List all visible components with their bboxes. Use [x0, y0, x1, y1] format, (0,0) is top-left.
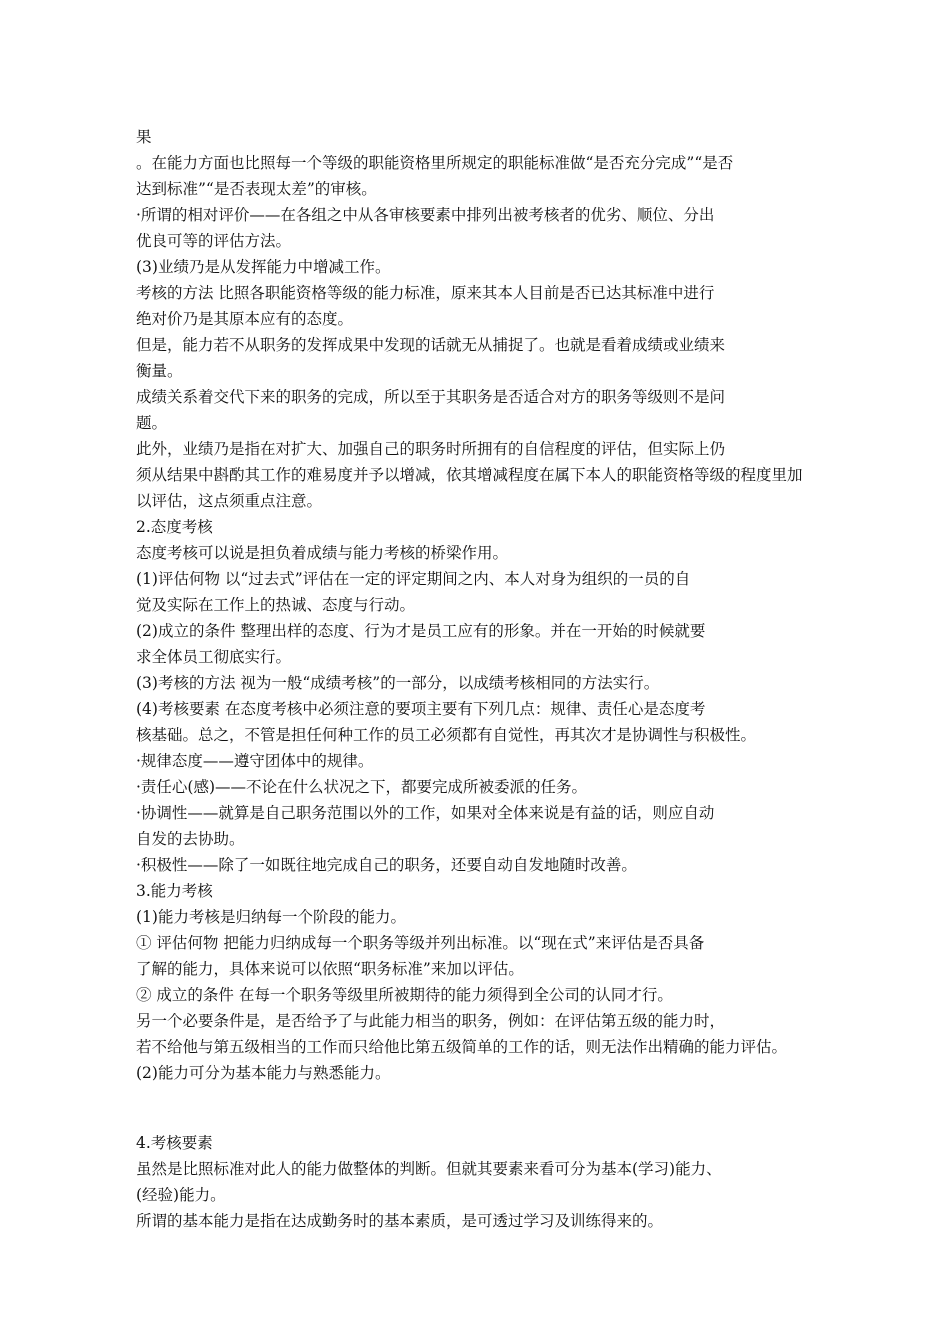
- text-line: (4)考核要素 在态度考核中必须注意的要项主要有下列几点：规律、责任心是态度考: [136, 700, 706, 718]
- text-line: 题。: [136, 414, 168, 432]
- text-line: 优良可等的评估方法。: [136, 232, 292, 250]
- text-line: 绝对价乃是其原本应有的态度。: [136, 310, 354, 328]
- text-line: 此外，业绩乃是指在对扩大、加强自己的职务时所拥有的自信程度的评估，但实际上仍: [136, 440, 726, 458]
- section-heading: 3.能力考核: [136, 882, 213, 900]
- text-line: ·规律态度——遵守团体中的规律。: [136, 752, 374, 770]
- text-line: (3)考核的方法 视为一般“成绩考核”的一部分，以成绩考核相同的方法实行。: [136, 674, 660, 692]
- text-line: 另一个必要条件是，是否给予了与此能力相当的职务，例如：在评估第五级的能力时，: [136, 1012, 726, 1030]
- text-line: 态度考核可以说是担负着成绩与能力考核的桥梁作用。: [136, 544, 509, 562]
- text-line: 自发的去协助。: [136, 830, 245, 848]
- text-line: ·积极性——除了一如既往地完成自己的职务，还要自动自发地随时改善。: [136, 856, 637, 874]
- text-line: (1)能力考核是归纳每一个阶段的能力。: [136, 908, 406, 926]
- text-line: 核基础。总之，不管是担任何种工作的员工必须都有自觉性，再其次才是协调性与积极性。: [136, 726, 757, 744]
- text-line: ① 评估何物 把能力归纳成每一个职务等级并列出标准。以“现在式”来评估是否具备: [136, 934, 705, 952]
- text-line: 求全体员工彻底实行。: [136, 648, 292, 666]
- text-line: 以评估，这点须重点注意。: [136, 492, 323, 510]
- text-line: 考核的方法 比照各职能资格等级的能力标准，原来其本人目前是否已达其标准中进行: [136, 284, 715, 302]
- text-line: 了解的能力，具体来说可以依照“职务标准”来加以评估。: [136, 960, 524, 978]
- text-line: 衡量。: [136, 362, 183, 380]
- text-line: 觉及实际在工作上的热诚、态度与行动。: [136, 596, 416, 614]
- text-line: 达到标准”“是否表现太差”的审核。: [136, 180, 377, 198]
- text-line: ·责任心(感)——不论在什么状况之下，都要完成所被委派的任务。: [136, 778, 588, 796]
- text-line: ·所谓的相对评价——在各组之中从各审核要素中排列出被考核者的优劣、顺位、分出: [136, 206, 715, 224]
- text-line: ② 成立的条件 在每一个职务等级里所被期待的能力须得到全公司的认同才行。: [136, 986, 673, 1004]
- text-line: 虽然是比照标准对此人的能力做整体的判断。但就其要素来看可分为基本(学习)能力、: [136, 1160, 722, 1178]
- text-line: ·协调性——就算是自己职务范围以外的工作，如果对全体来说是有益的话，则应自动: [136, 804, 715, 822]
- text-line: (2)能力可分为基本能力与熟悉能力。: [136, 1064, 391, 1082]
- text-line: 但是，能力若不从职务的发挥成果中发现的话就无从捕捉了。也就是看着成绩或业绩来: [136, 336, 726, 354]
- text-line: 若不给他与第五级相当的工作而只给他比第五级简单的工作的话，则无法作出精确的能力评估。: [136, 1038, 788, 1056]
- text-line: 。在能力方面也比照每一个等级的职能资格里所规定的职能标准做“是否充分完成”“是否: [136, 154, 734, 172]
- text-line: (经验)能力。: [136, 1186, 226, 1204]
- section-heading: 2.态度考核: [136, 518, 213, 536]
- text-line: 果: [136, 128, 152, 146]
- document-body: [136, 124, 876, 1234]
- text-line: (3)业绩乃是从发挥能力中增减工作。: [136, 258, 391, 276]
- text-line: (2)成立的条件 整理出样的态度、行为才是员工应有的形象。并在一开始的时候就要: [136, 622, 706, 640]
- paragraph-gap: [136, 1086, 876, 1130]
- text-line: (1)评估何物 以“过去式”评估在一定的评定期间之内、本人对身为组织的一员的自: [136, 570, 691, 588]
- text-line: 须从结果中斟酌其工作的难易度并予以增减，依其增减程度在属下本人的职能资格等级的程度里加: [136, 466, 803, 484]
- section-heading: 4.考核要素: [136, 1134, 213, 1152]
- text-line: 成绩关系着交代下来的职务的完成，所以至于其职务是否适合对方的职务等级则不是问: [136, 388, 726, 406]
- text-line: 所谓的基本能力是指在达成勤务时的基本素质，是可透过学习及训练得来的。: [136, 1212, 664, 1230]
